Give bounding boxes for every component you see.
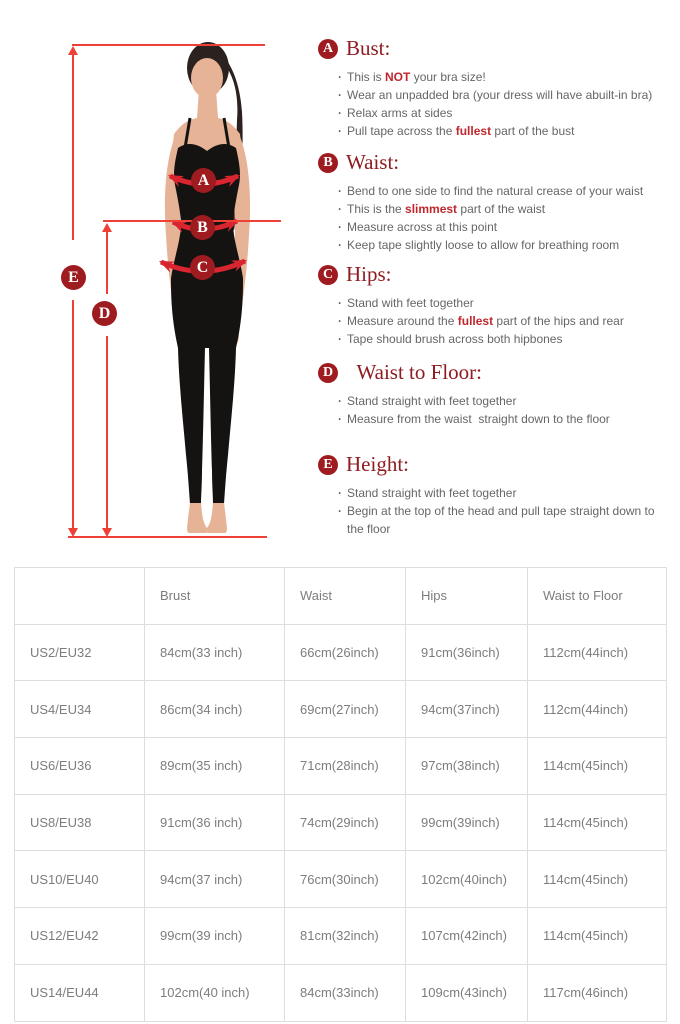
size-value-cell: 97cm(38inch) <box>406 738 528 795</box>
size-value-cell: 112cm(44inch) <box>528 624 667 681</box>
size-value-cell: 71cm(28inch) <box>285 738 406 795</box>
size-value-cell: 89cm(35 inch) <box>145 738 285 795</box>
section-bullets <box>318 182 672 254</box>
size-value-cell: 69cm(27inch) <box>285 681 406 738</box>
marker-waist-to-floor: D <box>92 301 117 326</box>
bullet-item: · Stand straight with feet together <box>338 484 672 502</box>
bullet-item: · Stand straight with feet together <box>338 392 672 410</box>
section-heading <box>318 452 672 477</box>
section-letter-badge: A <box>318 39 338 59</box>
floor-line <box>68 536 267 538</box>
size-row <box>15 794 667 851</box>
size-column-header <box>15 568 145 625</box>
height-dimension-line-lower <box>72 300 74 528</box>
size-value-cell: 81cm(32inch) <box>285 908 406 965</box>
measure-section-d <box>318 360 672 428</box>
bullet-item: · Keep tape slightly loose to allow for breathing room <box>338 236 672 254</box>
size-chart-header <box>15 568 667 625</box>
bullet-item: · Begin at the top of the head and pull tape straight down to the floor <box>338 502 672 538</box>
measure-section-a <box>318 36 672 140</box>
size-value-cell: 84cm(33inch) <box>285 964 406 1021</box>
bullet-item: · Measure around the fullest part of the hips and rear <box>338 312 672 330</box>
section-heading <box>318 150 672 175</box>
bullet-item: · Relax arms at sides <box>338 104 672 122</box>
size-value-cell: 74cm(29inch) <box>285 794 406 851</box>
bullet-item: · Pull tape across the fullest part of the bust <box>338 122 672 140</box>
section-heading <box>318 262 672 287</box>
instructions <box>318 36 672 538</box>
size-value-cell: 94cm(37 inch) <box>145 851 285 908</box>
marker-bust: A <box>191 168 216 193</box>
marker-height: E <box>61 265 86 290</box>
size-column-header: Brust <box>145 568 285 625</box>
size-value-cell: 99cm(39inch) <box>406 794 528 851</box>
size-value-cell: 91cm(36inch) <box>406 624 528 681</box>
size-chart-body <box>15 624 667 1021</box>
section-heading <box>318 36 672 61</box>
size-column-header: Waist to Floor <box>528 568 667 625</box>
section-bullets <box>318 68 672 140</box>
measure-section-b <box>318 150 672 254</box>
bullet-item: · This is the slimmest part of the waist <box>338 200 672 218</box>
section-title: Bust: <box>346 36 391 60</box>
section-bullets <box>318 392 672 428</box>
size-value-cell: 76cm(30inch) <box>285 851 406 908</box>
section-title: Waist: <box>346 150 400 174</box>
size-value-cell: 107cm(42inch) <box>406 908 528 965</box>
measure-tape-arrows <box>0 0 330 560</box>
size-chart-table <box>14 567 667 1022</box>
size-value-cell: 117cm(46inch) <box>528 964 667 1021</box>
measure-section-e <box>318 452 672 538</box>
size-value-cell: 94cm(37inch) <box>406 681 528 738</box>
waist-to-floor-line-lower <box>106 336 108 528</box>
section-letter-badge: B <box>318 153 338 173</box>
bullet-item: · Measure from the waist straight down to the floor <box>338 410 672 428</box>
size-label-cell: US6/EU36 <box>15 738 145 795</box>
bullet-item: · Tape should brush across both hipbones <box>338 330 672 348</box>
bullet-item: · Stand with feet together <box>338 294 672 312</box>
size-row <box>15 908 667 965</box>
section-title: Hips: <box>346 262 392 286</box>
marker-hips: C <box>190 255 215 280</box>
size-value-cell: 66cm(26inch) <box>285 624 406 681</box>
height-dimension-line-upper <box>72 54 74 240</box>
size-value-cell: 99cm(39 inch) <box>145 908 285 965</box>
size-row <box>15 964 667 1021</box>
section-letter-badge: D <box>318 363 338 383</box>
size-label-cell: US14/EU44 <box>15 964 145 1021</box>
size-value-cell: 112cm(44inch) <box>528 681 667 738</box>
size-label-cell: US10/EU40 <box>15 851 145 908</box>
waist-to-floor-line-upper <box>106 231 108 294</box>
size-label-cell: US4/EU34 <box>15 681 145 738</box>
size-value-cell: 114cm(45inch) <box>528 851 667 908</box>
size-value-cell: 86cm(34 inch) <box>145 681 285 738</box>
size-label-cell: US12/EU42 <box>15 908 145 965</box>
section-title: Height: <box>346 452 409 476</box>
size-value-cell: 114cm(45inch) <box>528 908 667 965</box>
section-bullets <box>318 484 672 538</box>
size-label-cell: US8/EU38 <box>15 794 145 851</box>
head-top-line <box>72 44 265 46</box>
size-value-cell: 91cm(36 inch) <box>145 794 285 851</box>
size-value-cell: 102cm(40inch) <box>406 851 528 908</box>
section-letter-badge: C <box>318 265 338 285</box>
size-value-cell: 109cm(43inch) <box>406 964 528 1021</box>
bullet-item: · This is NOT your bra size! <box>338 68 672 86</box>
size-row <box>15 851 667 908</box>
size-value-cell: 114cm(45inch) <box>528 794 667 851</box>
section-letter-badge: E <box>318 455 338 475</box>
bullet-item: · Bend to one side to find the natural crease of your waist <box>338 182 672 200</box>
section-title: Waist to Floor: <box>346 360 482 384</box>
size-value-cell: 84cm(33 inch) <box>145 624 285 681</box>
bullet-item: · Measure across at this point <box>338 218 672 236</box>
size-row <box>15 738 667 795</box>
section-heading <box>318 360 672 385</box>
size-label-cell: US2/EU32 <box>15 624 145 681</box>
size-row <box>15 624 667 681</box>
bullet-item: · Wear an unpadded bra (your dress will have abuilt-in bra) <box>338 86 672 104</box>
size-column-header: Hips <box>406 568 528 625</box>
size-value-cell: 102cm(40 inch) <box>145 964 285 1021</box>
marker-waist: B <box>190 215 215 240</box>
size-row <box>15 681 667 738</box>
size-value-cell: 114cm(45inch) <box>528 738 667 795</box>
section-bullets <box>318 294 672 348</box>
size-column-header: Waist <box>285 568 406 625</box>
measure-section-c <box>318 262 672 348</box>
